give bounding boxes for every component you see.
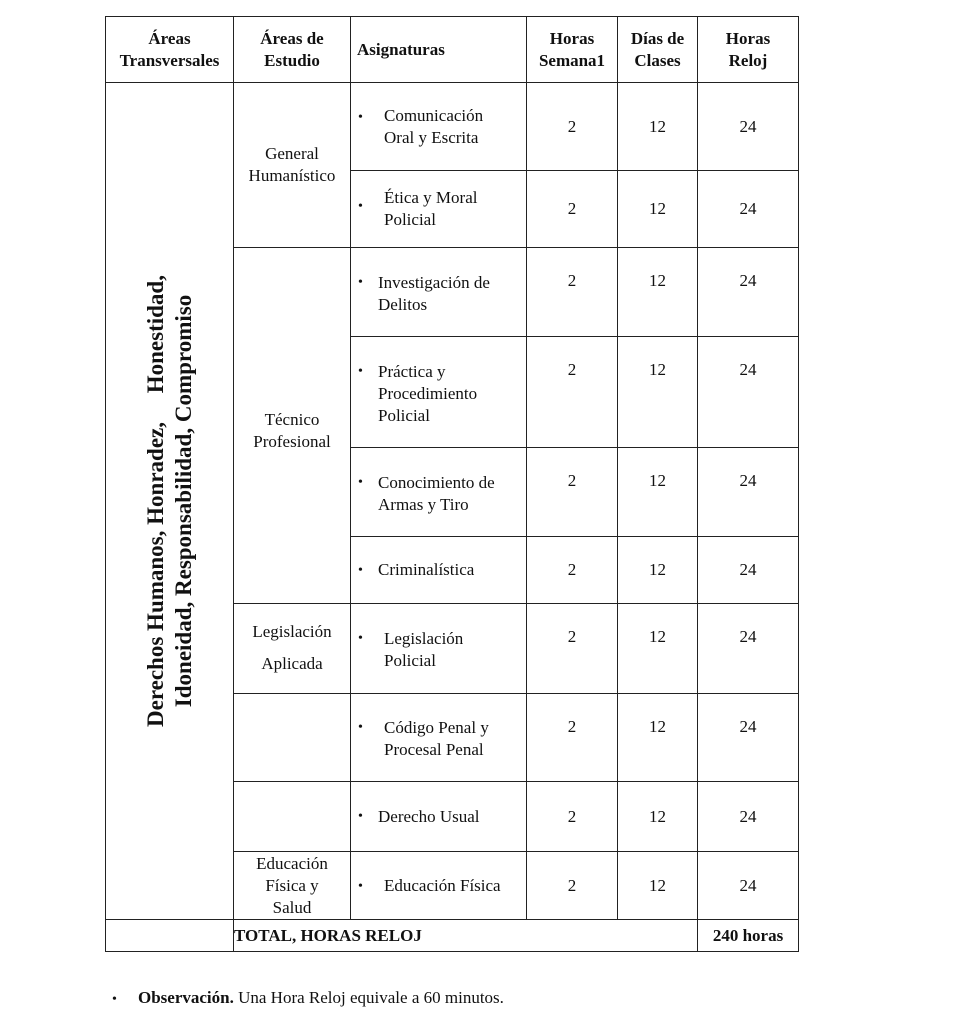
header-subject: Asignaturas (351, 17, 527, 83)
subject-cell: • Educación Física (351, 852, 527, 920)
note-label: Observación. (138, 988, 234, 1007)
bullet-icon: • (358, 720, 363, 735)
subject-cell: • Derecho Usual (351, 782, 527, 852)
bullet-icon: • (358, 879, 363, 894)
subject-cell: • Comunicación Oral y Escrita (351, 83, 527, 171)
clock-hours-cell: 24 (698, 337, 799, 448)
bullet-icon: • (358, 364, 363, 379)
hours-week-cell: 2 (527, 537, 618, 604)
hours-week-cell: 2 (527, 448, 618, 537)
class-days-cell: 12 (618, 337, 698, 448)
transversal-text-line: Derechos Humanos, Honradez, Honestidad, (142, 275, 168, 727)
total-row (106, 920, 799, 952)
bullet-icon: • (358, 631, 363, 646)
header-transversal: Áreas Transversales (106, 17, 234, 83)
area-tecnico-profesional: Técnico Profesional (234, 248, 351, 604)
area-legislacion-aplicada: Legislación Aplicada (234, 604, 351, 694)
subject-cell: • Legislación Policial (351, 604, 527, 694)
clock-hours-cell: 24 (698, 248, 799, 337)
total-value: 240 horas (698, 920, 799, 952)
header-class-days: Días de Clases (618, 17, 698, 83)
clock-hours-cell: 24 (698, 448, 799, 537)
clock-hours-cell: 24 (698, 782, 799, 852)
class-days-cell: 12 (618, 782, 698, 852)
class-days-cell: 12 (618, 448, 698, 537)
hours-week-cell: 2 (527, 171, 618, 248)
hours-week-cell: 2 (527, 852, 618, 920)
hours-week-cell: 2 (527, 782, 618, 852)
subject-cell: • Ética y Moral Policial (351, 171, 527, 248)
class-days-cell: 12 (618, 537, 698, 604)
area-educacion-fisica: Educación Física y Salud (234, 852, 351, 920)
subject-cell: • Práctica y Procedimiento Policial (351, 337, 527, 448)
subject-cell: • Criminalística (351, 537, 527, 604)
clock-hours-cell: 24 (698, 694, 799, 782)
class-days-cell: 12 (618, 248, 698, 337)
clock-hours-cell: 24 (698, 604, 799, 694)
bullet-icon: • (358, 199, 363, 214)
hours-week-cell: 2 (527, 604, 618, 694)
class-days-cell: 12 (618, 83, 698, 171)
transversal-text-line: Idoneidad, Responsabilidad, Compromiso (170, 294, 196, 708)
class-days-cell: 12 (618, 604, 698, 694)
hours-week-cell: 2 (527, 248, 618, 337)
clock-hours-cell: 24 (698, 852, 799, 920)
total-empty-cell (106, 920, 234, 952)
header-row (106, 17, 799, 83)
bullet-icon: • (358, 809, 363, 824)
note-text: Una Hora Reloj equivale a 60 minutos. (233, 988, 504, 1007)
clock-hours-cell: 24 (698, 171, 799, 248)
subject-cell: • Investigación de Delitos (351, 248, 527, 337)
bullet-icon: • (358, 563, 363, 578)
bullet-icon: • (358, 475, 363, 490)
bullet-icon: • (358, 275, 363, 290)
class-days-cell: 12 (618, 694, 698, 782)
observation-note (112, 988, 504, 1008)
total-label: TOTAL, HORAS RELOJ (234, 920, 698, 952)
class-days-cell: 12 (618, 171, 698, 248)
clock-hours-cell: 24 (698, 83, 799, 171)
hours-week-cell: 2 (527, 694, 618, 782)
curriculum-table (105, 16, 799, 952)
table-row (106, 83, 799, 171)
header-hours-week: Horas Semana1 (527, 17, 618, 83)
transversal-areas-cell (106, 83, 234, 920)
header-clock-hours: Horas Reloj (698, 17, 799, 83)
area-empty-cell (234, 782, 351, 852)
bullet-icon: • (358, 110, 363, 125)
bullet-icon: • (112, 992, 117, 1007)
area-empty-cell (234, 694, 351, 782)
class-days-cell: 12 (618, 852, 698, 920)
header-areas: Áreas de Estudio (234, 17, 351, 83)
area-general-humanistico: General Humanístico (234, 83, 351, 248)
hours-week-cell: 2 (527, 83, 618, 171)
subject-cell: • Código Penal y Procesal Penal (351, 694, 527, 782)
subject-cell: • Conocimiento de Armas y Tiro (351, 448, 527, 537)
clock-hours-cell: 24 (698, 537, 799, 604)
hours-week-cell: 2 (527, 337, 618, 448)
